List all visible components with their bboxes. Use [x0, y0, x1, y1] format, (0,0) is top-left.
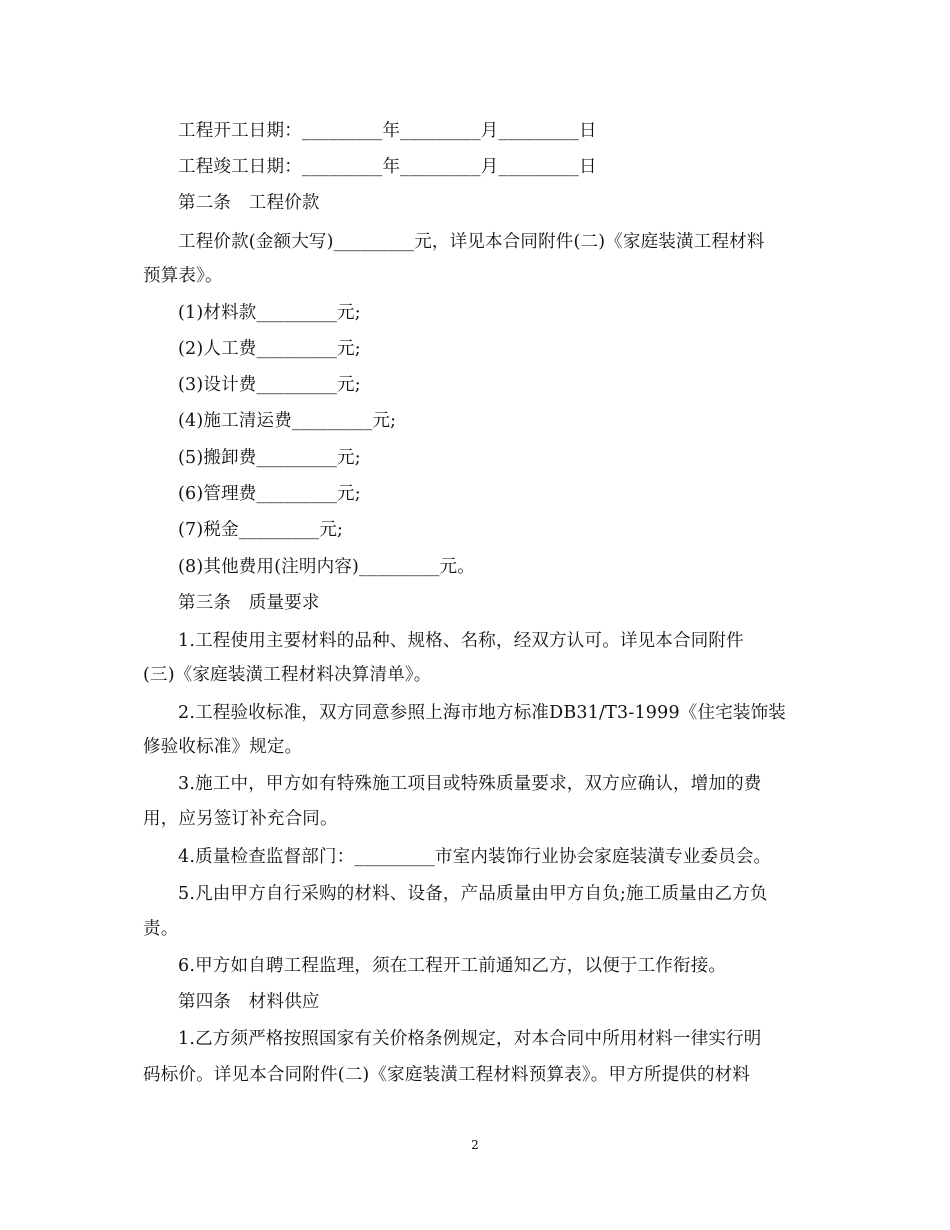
paragraph-line: 3.施工中，甲方如有特殊施工项目或特殊质量要求，双方应确认，增加的费: [178, 774, 762, 794]
list-item: (5)搬卸费_________元;: [178, 448, 361, 468]
paragraph-line: 5.凡由甲方自行采购的材料、设备，产品质量由甲方自负;施工质量由乙方负: [178, 884, 768, 904]
paragraph-line: 1.工程使用主要材料的品种、规格、名称，经双方认可。详见本合同附件: [178, 631, 744, 651]
paragraph-line: 工程价款(金额大写)_________元，详见本合同附件(二)《家庭装潢工程材料: [178, 232, 765, 252]
list-item: (6)管理费_________元;: [178, 484, 361, 504]
paragraph-line: 预算表》。: [143, 266, 223, 286]
start-date-line: 工程开工日期：_________年_________月_________日: [178, 121, 597, 141]
list-item: (7)税金_________元;: [178, 520, 344, 540]
list-item: (2)人工费_________元;: [178, 339, 361, 359]
paragraph-line: 4.质量检查监督部门：_________市室内装饰行业协会家庭装潢专业委员会。: [178, 847, 772, 867]
page-number: 2: [471, 1138, 479, 1152]
list-item: (1)材料款_________元;: [178, 303, 361, 323]
paragraph-line: (三)《家庭装潢工程材料决算清单》。: [143, 665, 432, 685]
paragraph-line: 责。: [143, 919, 179, 939]
article-3-heading: 第三条 质量要求: [178, 593, 320, 613]
paragraph-line: 2.工程验收标准，双方同意参照上海市地方标准DB31/T3-1999《住宅装饰装: [178, 703, 787, 723]
list-item: (4)施工清运费_________元;: [178, 411, 397, 431]
paragraph-line: 6.甲方如自聘工程监理，须在工程开工前通知乙方，以便于工作衔接。: [178, 956, 727, 976]
paragraph-line: 用，应另签订补充合同。: [143, 809, 338, 829]
paragraph-line: 码标价。详见本合同附件(二)《家庭装潢工程材料预算表》。甲方所提供的材料: [143, 1065, 751, 1085]
completion-date-line: 工程竣工日期：_________年_________月_________日: [178, 157, 597, 177]
paragraph-line: 1.乙方须严格按照国家有关价格条例规定，对本合同中所用材料一律实行明: [178, 1029, 762, 1049]
paragraph-line: 修验收标准》规定。: [143, 737, 303, 757]
list-item: (8)其他费用(注明内容)_________元。: [178, 557, 475, 577]
article-2-heading: 第二条 工程价款: [178, 193, 320, 213]
list-item: (3)设计费_________元;: [178, 375, 361, 395]
article-4-heading: 第四条 材料供应: [178, 992, 320, 1012]
